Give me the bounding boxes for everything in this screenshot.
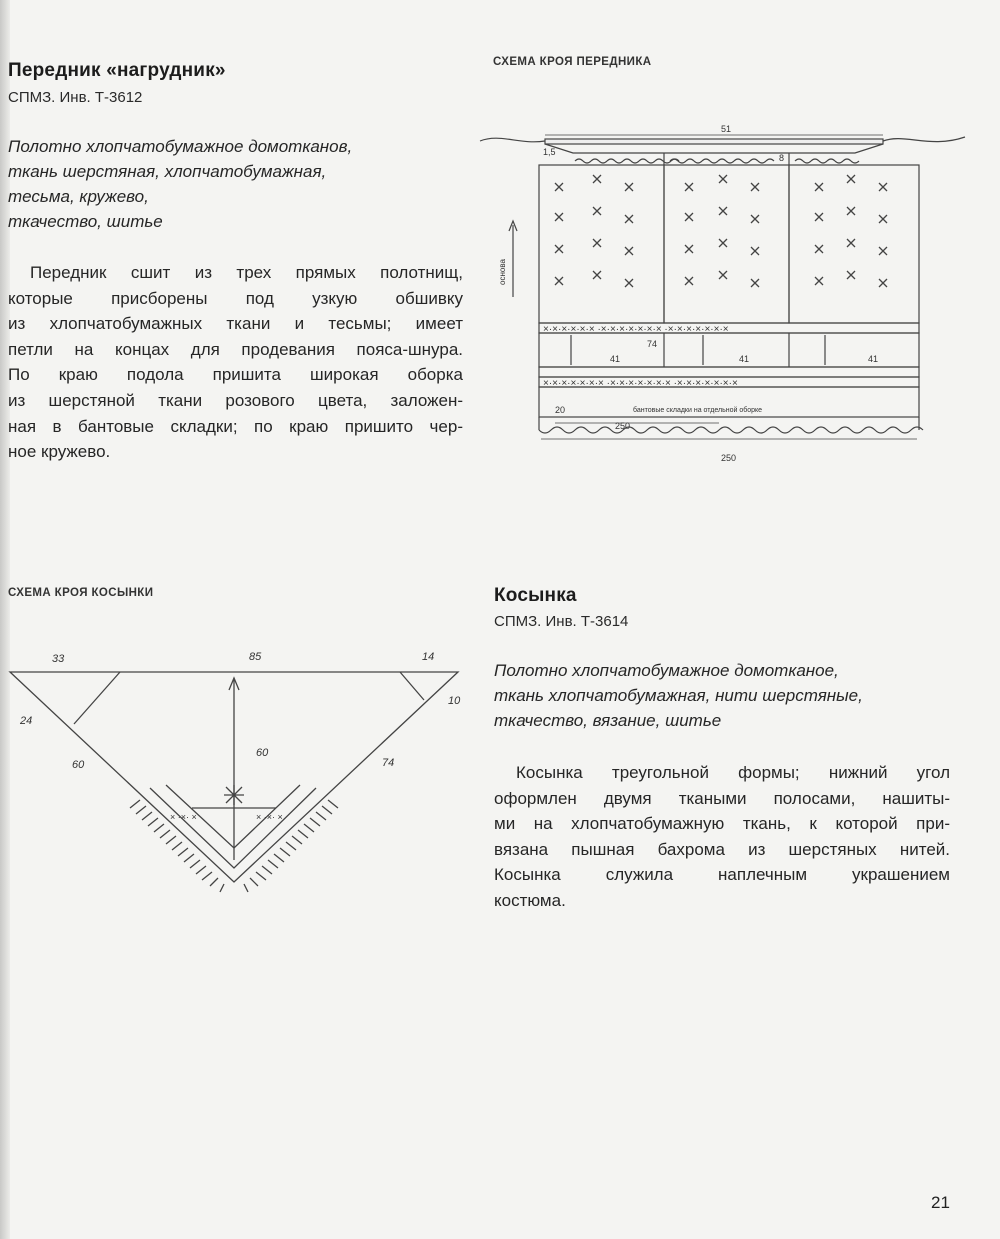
apron-description-line: петли на концах для продевания пояса-шнура. [8,339,463,359]
apron-material-line: Полотно хлопчатобумажное домотканов, [8,137,353,156]
kerchief-description-line: вязана пышная бахрома из шерстяных нитей. [494,839,950,859]
kerchief-description-line: оформлен двумя ткаными полосами, нашиты- [494,788,950,808]
kerchief-label-top-right: 14 [422,651,435,663]
kerchief-label-right-edge: 74 [382,757,395,769]
apron-label-height: 74 [647,339,658,349]
apron-label-frill-note: бантовые складки на отдельной оборке [633,407,763,414]
apron-description-line: Передник сшит из трех прямых полотнищ, [30,263,463,282]
kerchief-material-line: ткачество, вязание, шитье [494,711,722,730]
apron-band-pattern: ×·×·×·×·×·×·× ·×·×·×·×·×·×·× ·×·×·×·×·×·×·× [543,378,738,389]
apron-label-top-width: 51 [721,124,732,134]
apron-scheme-caption: СХЕМА КРОЯ ПЕРЕДНИКА [493,56,652,68]
apron-materials [8,134,352,234]
kerchief-label-right-short: 10 [448,695,461,707]
apron-label-bottom-width: 250 [721,453,737,463]
kerchief-materials [494,658,863,733]
apron-band-pattern: ×·×·×·×·×·× ·×·×·×·×·×·×·× ·×·×·×·×·×·×·× [543,324,729,335]
kerchief-description [494,760,950,914]
apron-label-panel-1: 41 [610,354,621,364]
apron-label-inner-width: 250 [615,421,631,431]
apron-material-line: тесьма, кружево, [8,187,149,206]
apron-description-line: ное кружево. [8,442,111,462]
apron-label-side-left: 1,5 [543,147,556,157]
kerchief-title: Косынка [494,585,577,606]
kerchief-description-line: ми на хлопчатобумажную ткань, к которой при- [494,814,950,834]
apron-label-grain: основа [498,259,507,285]
kerchief-strip-pattern: × ·×· × [170,812,197,822]
kerchief-description-line: Косынка треугольной формы; нижний угол [516,763,950,782]
kerchief-description-line: Косынка служила наплечным украшением [494,865,950,885]
kerchief-description-line: костюма. [494,890,566,910]
apron-description-line: из шерстяной ткани розового цвета, заложен- [8,390,463,410]
apron-label-strip: 8 [779,153,785,163]
kerchief-cut-scheme-diagram [0,640,475,910]
apron-description-line: из хлопчатобумажных ткани и тесьмы; имеет [8,314,463,334]
kerchief-label-left-short: 24 [20,715,33,727]
kerchief-inventory-ref: СПМЗ. Инв. Т-3614 [494,613,629,630]
apron-label-panel-3: 41 [868,354,879,364]
kerchief-label-top-left: 33 [52,653,65,665]
kerchief-scheme-caption: СХЕМА КРОЯ КОСЫНКИ [8,587,154,599]
kerchief-material-line: ткань хлопчатобумажная, нити шерстяные, [494,686,863,705]
kerchief-strip-pattern: × ·×· × [256,812,283,822]
apron-description-line: ная в бантовые складки; по краю пришито чер- [8,416,463,436]
apron-description [8,260,463,465]
kerchief-material-line: Полотно хлопчатобумажное домотканое, [494,661,839,680]
apron-title: Передник «нагрудник» [8,60,226,81]
kerchief-label-height: 60 [256,747,269,759]
apron-label-panel-2: 41 [739,354,750,364]
apron-material-line: ткань шерстяная, хлопчатобумажная, [8,162,327,181]
apron-label-frill-height: 20 [555,405,566,415]
apron-inventory-ref: СПМЗ. Инв. Т-3612 [8,89,143,106]
page-number: 21 [931,1193,950,1212]
kerchief-label-left-edge: 60 [72,759,85,771]
kerchief-label-top-mid: 85 [249,651,262,663]
apron-description-line: По краю подола пришита широкая оборка [8,365,463,385]
apron-material-line: ткачество, шитье [8,212,163,231]
apron-cut-scheme-diagram [475,115,975,475]
apron-description-line: которые присборены под узкую обшивку [8,288,463,308]
